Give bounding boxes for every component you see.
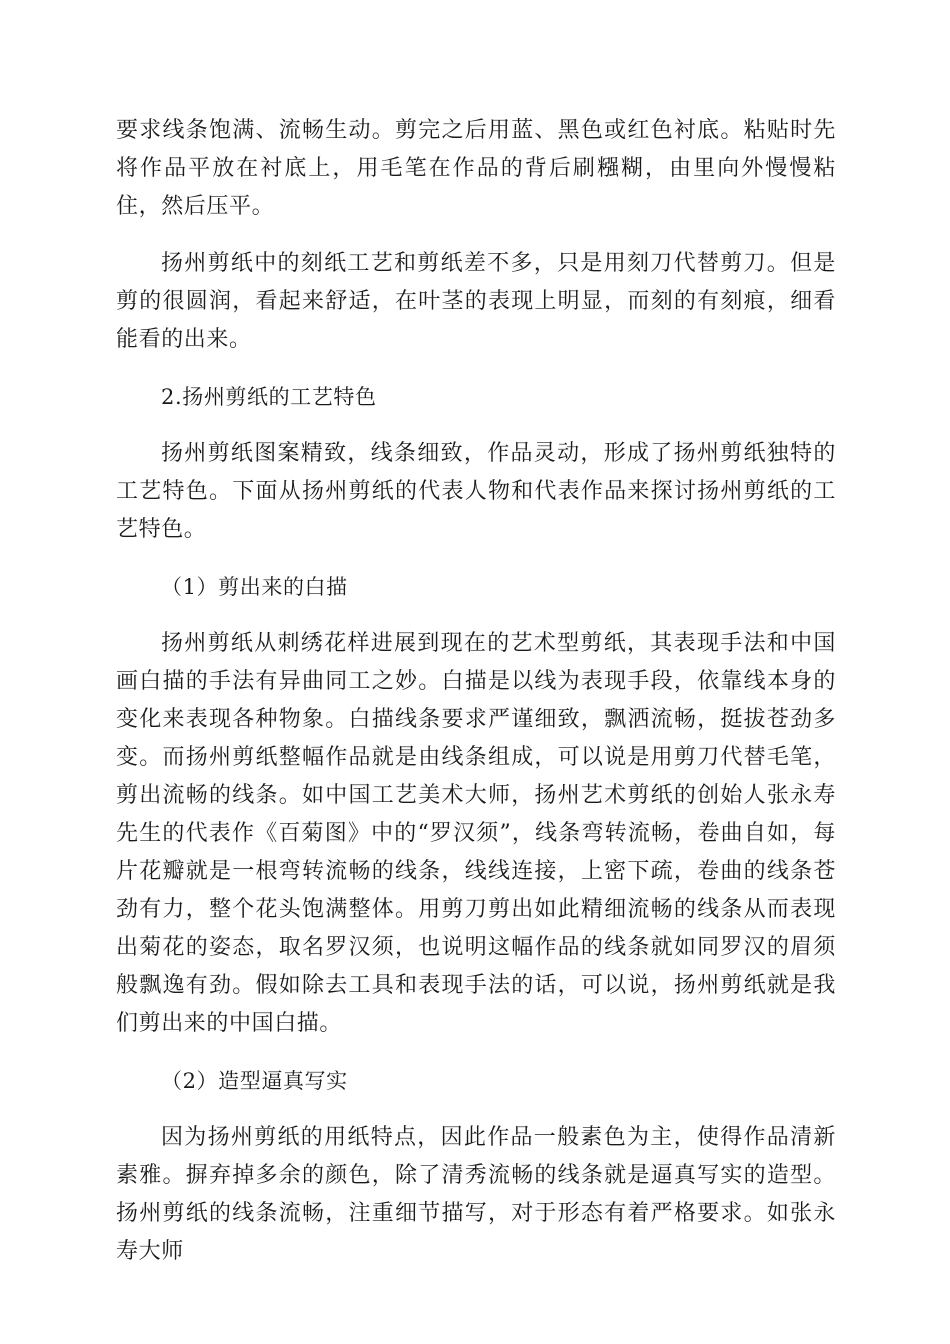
document-page (116, 112, 836, 1290)
body-paragraph-5: 因为扬州剪纸的用纸特点，因此作品一般素色为主，使得作品清新素雅。摒弃掉多余的颜色，除了清秀流畅的线条就是逼真写实的造型。扬州剪纸的线条流畅，注重细节描写，对于形态有着严格要求。如张永寿大师 (116, 1125, 836, 1264)
subsection-heading-2: （2）造型逼真写实 (161, 1069, 348, 1093)
body-paragraph-2: 扬州剪纸中的刻纸工艺和剪纸差不多，只是用刻刀代替剪刀。但是剪的很圆润，看起来舒适，在叶茎的表现上明显，而刻的有刻痕，细看能看的出来。 (116, 251, 836, 352)
body-paragraph-1: 要求线条饱满、流畅生动。剪完之后用蓝、黑色或红色衬底。粘贴时先将作品平放在衬底上，用毛笔在作品的背后刷糨糊，由里向外慢慢粘住，然后压平。 (116, 118, 836, 219)
section-heading-2: 2.扬州剪纸的工艺特色 (161, 385, 377, 409)
body-paragraph-3: 扬州剪纸图案精致，线条细致，作品灵动，形成了扬州剪纸独特的工艺特色。下面从扬州剪纸的代表人物和代表作品来探讨扬州剪纸的工艺特色。 (116, 441, 836, 542)
body-paragraph-4: 扬州剪纸从刺绣花样进展到现在的艺术型剪纸，其表现手法和中国画白描的手法有异曲同工之妙。白描是以线为表现手段，依靠线本身的变化来表现各种物象。白描线条要求严谨细致，飘洒流畅，挺拔苍劲多变。而扬州剪纸整幅作品就是由线条组成，可以说是用剪刀代替毛笔，剪出流畅的线条。如中国工艺美术大师，扬州艺术剪纸的创始人张永寿先生的代表作《百菊图》中的“罗汉须”，线条弯转流畅，卷曲自如，每片花瓣就是一根弯转流畅的线条，线线连接，上密下疏，卷曲的线条苍劲有力，整个花头饱满整体。用剪刀剪出如此精细流畅的线条从而表现出菊花的姿态，取名罗汉须，也说明这幅作品的线条就如同罗汉的眉须般飘逸有劲。假如除去工具和表现手法的话，可以说，扬州剪纸就是我们剪出来的中国白描。 (116, 631, 836, 1036)
subsection-heading-1: （1）剪出来的白描 (161, 575, 348, 599)
